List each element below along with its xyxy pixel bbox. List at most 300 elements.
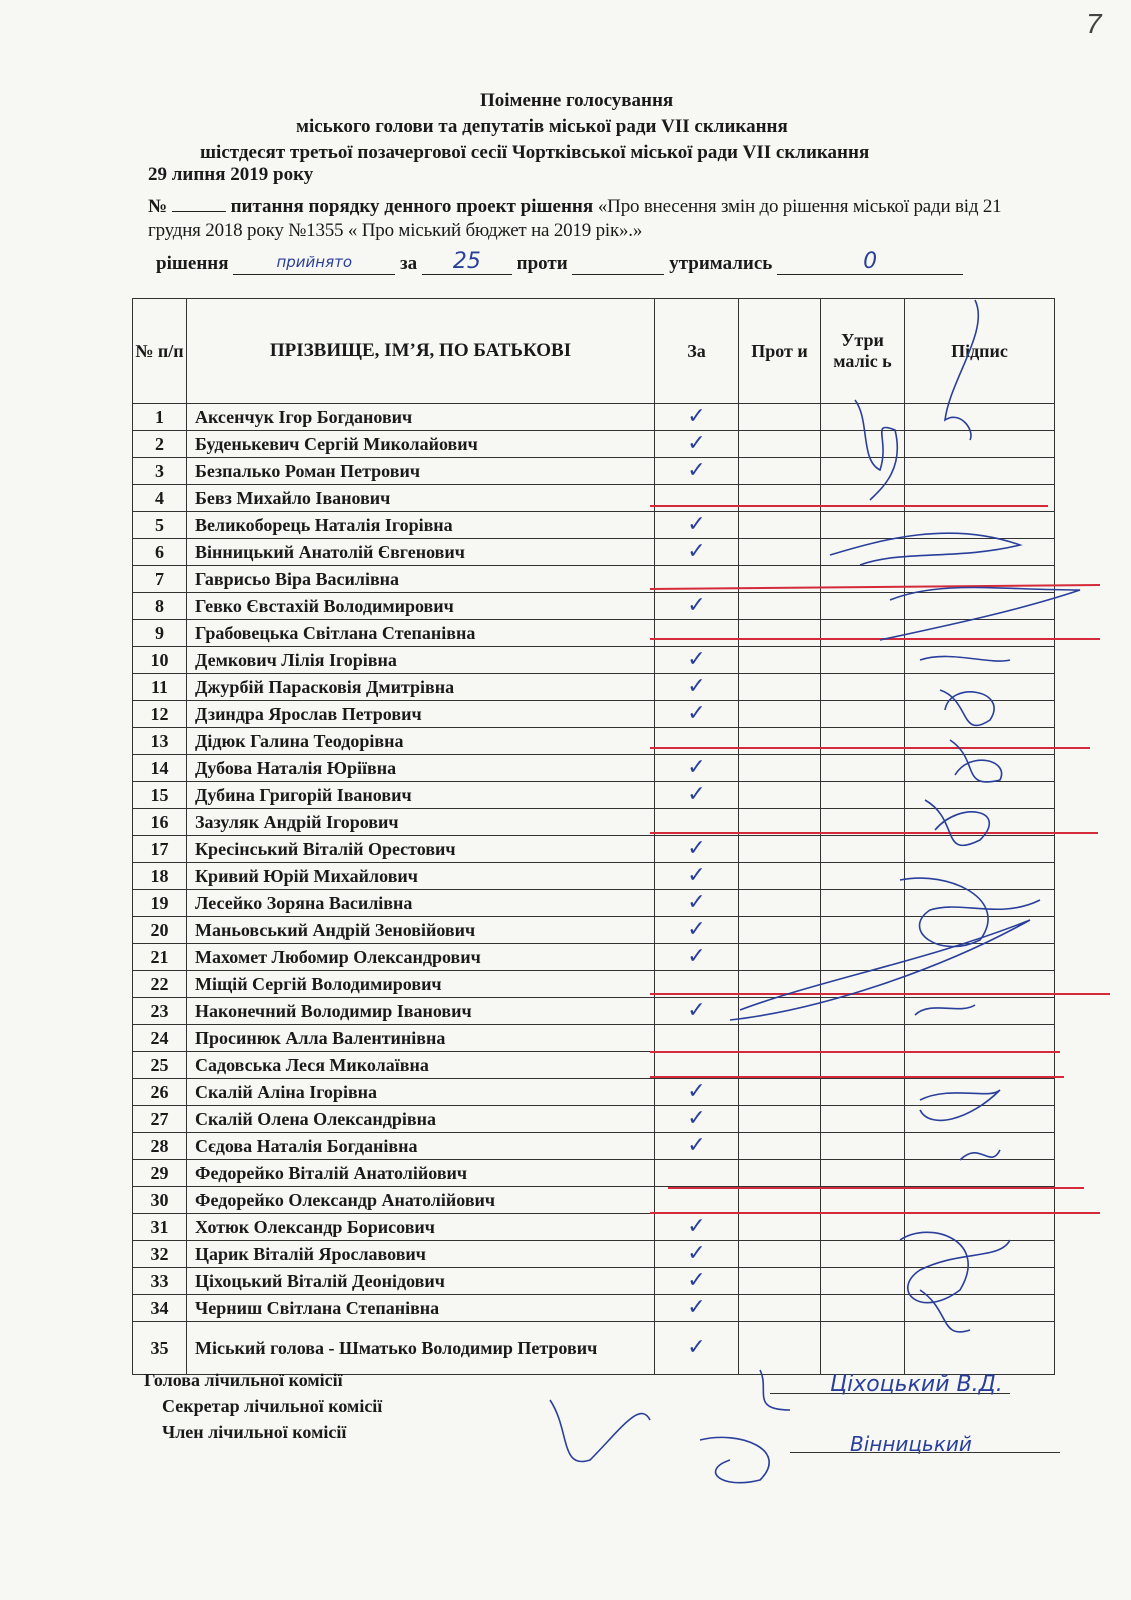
row-vote-abstain bbox=[821, 1106, 905, 1133]
table-row bbox=[133, 944, 1055, 971]
row-full-name: Просинюк Алла Валентинівна bbox=[187, 1025, 655, 1052]
row-full-name: Скалій Аліна Ігорівна bbox=[187, 1079, 655, 1106]
row-vote-for bbox=[655, 782, 739, 809]
row-signature bbox=[905, 674, 1055, 701]
row-vote-against bbox=[739, 512, 821, 539]
row-signature bbox=[905, 1214, 1055, 1241]
row-vote-abstain bbox=[821, 755, 905, 782]
row-number: 24 bbox=[133, 1025, 187, 1052]
row-full-name: Дубина Григорій Іванович bbox=[187, 782, 655, 809]
row-vote-against bbox=[739, 863, 821, 890]
row-vote-for bbox=[655, 863, 739, 890]
row-vote-for bbox=[655, 836, 739, 863]
row-vote-against bbox=[739, 944, 821, 971]
check-mark-icon: ✓ bbox=[687, 593, 706, 618]
signature-scribble bbox=[700, 1437, 769, 1482]
row-vote-abstain bbox=[821, 539, 905, 566]
vote-rows bbox=[133, 404, 1055, 1375]
row-vote-for bbox=[655, 539, 739, 566]
row-signature bbox=[905, 1106, 1055, 1133]
row-vote-for bbox=[655, 431, 739, 458]
row-vote-against bbox=[739, 782, 821, 809]
row-vote-for bbox=[655, 944, 739, 971]
abstain-label: утримались bbox=[669, 253, 773, 274]
row-full-name: Міщій Сергій Володимирович bbox=[187, 971, 655, 998]
row-vote-for bbox=[655, 1268, 739, 1295]
row-signature bbox=[905, 917, 1055, 944]
row-signature bbox=[905, 755, 1055, 782]
check-mark-icon: ✓ bbox=[687, 998, 706, 1023]
row-full-name: Черниш Світлана Степанівна bbox=[187, 1295, 655, 1322]
row-number: 33 bbox=[133, 1268, 187, 1295]
row-vote-for bbox=[655, 917, 739, 944]
for-count-handwritten: 25 bbox=[422, 252, 512, 275]
check-mark-icon: ✓ bbox=[687, 890, 706, 915]
row-vote-abstain bbox=[821, 566, 905, 593]
row-vote-for bbox=[655, 674, 739, 701]
row-vote-for bbox=[655, 458, 739, 485]
row-vote-abstain bbox=[821, 1160, 905, 1187]
row-vote-against bbox=[739, 566, 821, 593]
row-full-name: Садовська Леся Миколаївна bbox=[187, 1052, 655, 1079]
row-vote-abstain bbox=[821, 674, 905, 701]
row-number: 35 bbox=[133, 1322, 187, 1375]
row-full-name: Наконечний Володимир Іванович bbox=[187, 998, 655, 1025]
row-vote-abstain bbox=[821, 1025, 905, 1052]
row-vote-abstain bbox=[821, 1322, 905, 1375]
row-vote-for bbox=[655, 1106, 739, 1133]
row-signature bbox=[905, 566, 1055, 593]
row-signature bbox=[905, 512, 1055, 539]
row-vote-for bbox=[655, 1079, 739, 1106]
row-vote-against bbox=[739, 593, 821, 620]
check-mark-icon: ✓ bbox=[687, 404, 706, 429]
row-vote-for bbox=[655, 701, 739, 728]
row-signature bbox=[905, 809, 1055, 836]
row-number: 21 bbox=[133, 944, 187, 971]
row-number: 3 bbox=[133, 458, 187, 485]
table-row bbox=[133, 728, 1055, 755]
row-vote-against bbox=[739, 1133, 821, 1160]
row-vote-against bbox=[739, 998, 821, 1025]
check-mark-icon: ✓ bbox=[687, 1106, 706, 1131]
row-vote-for bbox=[655, 971, 739, 998]
table-row bbox=[133, 485, 1055, 512]
row-signature bbox=[905, 593, 1055, 620]
row-signature bbox=[905, 863, 1055, 890]
row-signature bbox=[905, 620, 1055, 647]
row-vote-abstain bbox=[821, 431, 905, 458]
row-full-name: Лесейко Зоряна Василівна bbox=[187, 890, 655, 917]
row-number: 6 bbox=[133, 539, 187, 566]
row-vote-abstain bbox=[821, 1241, 905, 1268]
table-row bbox=[133, 917, 1055, 944]
row-vote-against bbox=[739, 917, 821, 944]
table-row bbox=[133, 593, 1055, 620]
signature-scribble bbox=[760, 1370, 790, 1410]
row-vote-against bbox=[739, 1322, 821, 1375]
table-row bbox=[133, 701, 1055, 728]
against-label: проти bbox=[516, 253, 568, 274]
table-row bbox=[133, 1160, 1055, 1187]
row-signature bbox=[905, 1187, 1055, 1214]
row-vote-for bbox=[655, 1241, 739, 1268]
row-vote-against bbox=[739, 485, 821, 512]
table-row bbox=[133, 566, 1055, 593]
row-vote-against bbox=[739, 1079, 821, 1106]
row-vote-abstain bbox=[821, 944, 905, 971]
row-number: 32 bbox=[133, 1241, 187, 1268]
row-vote-against bbox=[739, 1268, 821, 1295]
table-row bbox=[133, 782, 1055, 809]
check-mark-icon: ✓ bbox=[687, 431, 706, 456]
table-row bbox=[133, 647, 1055, 674]
row-vote-abstain bbox=[821, 782, 905, 809]
row-vote-for bbox=[655, 1025, 739, 1052]
table-row bbox=[133, 1241, 1055, 1268]
row-vote-abstain bbox=[821, 1268, 905, 1295]
row-full-name: Дубова Наталія Юріївна bbox=[187, 755, 655, 782]
row-full-name: Бевз Михайло Іванович bbox=[187, 485, 655, 512]
row-vote-abstain bbox=[821, 593, 905, 620]
row-number: 17 bbox=[133, 836, 187, 863]
row-vote-against bbox=[739, 539, 821, 566]
row-vote-for bbox=[655, 998, 739, 1025]
row-signature bbox=[905, 647, 1055, 674]
check-mark-icon: ✓ bbox=[687, 782, 706, 807]
check-mark-icon: ✓ bbox=[687, 1295, 706, 1320]
row-signature bbox=[905, 431, 1055, 458]
row-vote-against bbox=[739, 1025, 821, 1052]
row-signature bbox=[905, 728, 1055, 755]
row-vote-for bbox=[655, 593, 739, 620]
row-signature bbox=[905, 458, 1055, 485]
row-full-name: Федорейко Олександр Анатолійович bbox=[187, 1187, 655, 1214]
table-row bbox=[133, 1268, 1055, 1295]
row-number: 4 bbox=[133, 485, 187, 512]
check-mark-icon: ✓ bbox=[687, 647, 706, 672]
table-row bbox=[133, 1133, 1055, 1160]
decision-result-handwritten: прийнято bbox=[233, 252, 395, 275]
table-row bbox=[133, 1214, 1055, 1241]
table-row bbox=[133, 458, 1055, 485]
row-vote-against bbox=[739, 1241, 821, 1268]
row-full-name: Кресінський Віталій Орестович bbox=[187, 836, 655, 863]
check-mark-icon: ✓ bbox=[687, 1214, 706, 1239]
row-number: 2 bbox=[133, 431, 187, 458]
row-number: 5 bbox=[133, 512, 187, 539]
row-vote-against bbox=[739, 404, 821, 431]
table-row bbox=[133, 404, 1055, 431]
row-vote-abstain bbox=[821, 1133, 905, 1160]
row-number: 12 bbox=[133, 701, 187, 728]
row-signature bbox=[905, 1268, 1055, 1295]
abstain-count-handwritten: 0 bbox=[777, 252, 963, 275]
table-row bbox=[133, 539, 1055, 566]
issue-label: питання порядку денного проект рішення bbox=[230, 196, 594, 217]
row-full-name: Демкович Лілія Ігорівна bbox=[187, 647, 655, 674]
issue-number-blank bbox=[172, 211, 226, 212]
table-row bbox=[133, 890, 1055, 917]
row-number: 31 bbox=[133, 1214, 187, 1241]
table-row bbox=[133, 1079, 1055, 1106]
row-vote-against bbox=[739, 890, 821, 917]
row-full-name: Сєдова Наталія Богданівна bbox=[187, 1133, 655, 1160]
commission-member-label: Член лічильної комісії bbox=[162, 1422, 347, 1442]
row-number: 1 bbox=[133, 404, 187, 431]
row-full-name: Гевко Євстахій Володимирович bbox=[187, 593, 655, 620]
row-vote-for bbox=[655, 809, 739, 836]
table-row bbox=[133, 1025, 1055, 1052]
table-row bbox=[133, 998, 1055, 1025]
row-signature bbox=[905, 1133, 1055, 1160]
row-vote-abstain bbox=[821, 1079, 905, 1106]
row-vote-abstain bbox=[821, 458, 905, 485]
agenda-issue bbox=[148, 195, 1048, 243]
header-for: За bbox=[655, 299, 739, 404]
table-row bbox=[133, 1295, 1055, 1322]
roll-call-table bbox=[132, 298, 1055, 1375]
row-vote-abstain bbox=[821, 1214, 905, 1241]
row-signature bbox=[905, 701, 1055, 728]
check-mark-icon: ✓ bbox=[687, 863, 706, 888]
row-vote-abstain bbox=[821, 647, 905, 674]
row-vote-for bbox=[655, 728, 739, 755]
row-number: 13 bbox=[133, 728, 187, 755]
decision-summary bbox=[156, 249, 963, 275]
check-mark-icon: ✓ bbox=[687, 674, 706, 699]
row-vote-for bbox=[655, 404, 739, 431]
row-signature bbox=[905, 1322, 1055, 1375]
row-vote-abstain bbox=[821, 1187, 905, 1214]
row-vote-abstain bbox=[821, 971, 905, 998]
check-mark-icon: ✓ bbox=[687, 1133, 706, 1158]
row-vote-abstain bbox=[821, 728, 905, 755]
signature-scribble bbox=[550, 1400, 650, 1462]
row-vote-against bbox=[739, 458, 821, 485]
row-vote-for bbox=[655, 1322, 739, 1375]
row-vote-for bbox=[655, 890, 739, 917]
row-vote-abstain bbox=[821, 998, 905, 1025]
table-row bbox=[133, 971, 1055, 998]
row-full-name: Безпалько Роман Петрович bbox=[187, 458, 655, 485]
row-vote-for bbox=[655, 620, 739, 647]
row-number: 15 bbox=[133, 782, 187, 809]
row-number: 7 bbox=[133, 566, 187, 593]
row-number: 20 bbox=[133, 917, 187, 944]
page-number: 7 bbox=[1086, 8, 1102, 39]
row-vote-against bbox=[739, 701, 821, 728]
row-vote-abstain bbox=[821, 485, 905, 512]
table-row bbox=[133, 1052, 1055, 1079]
table-row bbox=[133, 674, 1055, 701]
row-vote-for bbox=[655, 485, 739, 512]
row-number: 8 bbox=[133, 593, 187, 620]
title-line-2: міського голови та депутатів міської ради VII скликання bbox=[296, 116, 788, 137]
title-line-3: шістдесят третьої позачергової сесії Чортківської міської ради VII скликання bbox=[200, 142, 870, 163]
row-full-name: Дзиндра Ярослав Петрович bbox=[187, 701, 655, 728]
issue-project-title: «Про внесення змін до рішення міської ради від 21 грудня 2018 року №1355 « Про міський бюджет на 2019 рік».» bbox=[148, 196, 1002, 241]
row-vote-against bbox=[739, 647, 821, 674]
header-abstain: Утри маліс ь bbox=[821, 299, 905, 404]
row-vote-abstain bbox=[821, 917, 905, 944]
row-vote-against bbox=[739, 809, 821, 836]
row-full-name: Великоборець Наталія Ігорівна bbox=[187, 512, 655, 539]
header-signature: Підпис bbox=[905, 299, 1055, 404]
table-row bbox=[133, 512, 1055, 539]
row-vote-abstain bbox=[821, 1052, 905, 1079]
check-mark-icon: ✓ bbox=[687, 1335, 706, 1360]
check-mark-icon: ✓ bbox=[687, 1079, 706, 1104]
row-vote-for bbox=[655, 1160, 739, 1187]
row-number: 18 bbox=[133, 863, 187, 890]
row-signature bbox=[905, 836, 1055, 863]
table-row bbox=[133, 1106, 1055, 1133]
check-mark-icon: ✓ bbox=[687, 917, 706, 942]
row-full-name: Вінницький Анатолій Євгенович bbox=[187, 539, 655, 566]
commission-chair-label: Голова лічильної комісії bbox=[144, 1370, 343, 1390]
table-row bbox=[133, 431, 1055, 458]
row-vote-abstain bbox=[821, 620, 905, 647]
row-number: 28 bbox=[133, 1133, 187, 1160]
row-number: 27 bbox=[133, 1106, 187, 1133]
row-full-name: Грабовецька Світлана Степанівна bbox=[187, 620, 655, 647]
row-number: 30 bbox=[133, 1187, 187, 1214]
row-vote-abstain bbox=[821, 512, 905, 539]
row-signature bbox=[905, 1160, 1055, 1187]
table-row bbox=[133, 755, 1055, 782]
row-vote-for bbox=[655, 1052, 739, 1079]
check-mark-icon: ✓ bbox=[687, 755, 706, 780]
row-signature bbox=[905, 1241, 1055, 1268]
row-vote-against bbox=[739, 1052, 821, 1079]
against-count-handwritten bbox=[572, 252, 664, 275]
row-vote-for bbox=[655, 566, 739, 593]
check-mark-icon: ✓ bbox=[687, 701, 706, 726]
row-vote-abstain bbox=[821, 809, 905, 836]
table-row bbox=[133, 809, 1055, 836]
check-mark-icon: ✓ bbox=[687, 1268, 706, 1293]
row-full-name: Кривий Юрій Михайлович bbox=[187, 863, 655, 890]
row-vote-for bbox=[655, 647, 739, 674]
row-number: 26 bbox=[133, 1079, 187, 1106]
row-full-name: Царик Віталій Ярославович bbox=[187, 1241, 655, 1268]
row-vote-abstain bbox=[821, 836, 905, 863]
row-full-name: Гаврисьо Віра Василівна bbox=[187, 566, 655, 593]
check-mark-icon: ✓ bbox=[687, 944, 706, 969]
row-number: 34 bbox=[133, 1295, 187, 1322]
check-mark-icon: ✓ bbox=[687, 836, 706, 861]
row-vote-for bbox=[655, 1214, 739, 1241]
row-vote-abstain bbox=[821, 890, 905, 917]
row-full-name: Махомет Любомир Олександрович bbox=[187, 944, 655, 971]
check-mark-icon: ✓ bbox=[687, 1241, 706, 1266]
row-vote-for bbox=[655, 1187, 739, 1214]
row-signature bbox=[905, 782, 1055, 809]
row-signature bbox=[905, 1025, 1055, 1052]
row-vote-for bbox=[655, 1133, 739, 1160]
row-vote-against bbox=[739, 1187, 821, 1214]
row-vote-against bbox=[739, 971, 821, 998]
chair-name-handwritten: Ціхоцький В.Д. bbox=[830, 1372, 1003, 1397]
row-full-name: Хотюк Олександр Борисович bbox=[187, 1214, 655, 1241]
row-full-name: Зазуляк Андрій Ігорович bbox=[187, 809, 655, 836]
row-vote-against bbox=[739, 836, 821, 863]
table-row bbox=[133, 863, 1055, 890]
header-against: Прот и bbox=[739, 299, 821, 404]
row-vote-abstain bbox=[821, 404, 905, 431]
commission-secretary-label: Секретар лічильної комісії bbox=[162, 1396, 383, 1416]
row-number: 29 bbox=[133, 1160, 187, 1187]
table-row bbox=[133, 836, 1055, 863]
row-vote-for bbox=[655, 1295, 739, 1322]
row-signature bbox=[905, 1052, 1055, 1079]
row-vote-against bbox=[739, 1295, 821, 1322]
row-signature bbox=[905, 485, 1055, 512]
for-label: за bbox=[400, 253, 418, 274]
row-vote-against bbox=[739, 755, 821, 782]
row-number: 11 bbox=[133, 674, 187, 701]
row-full-name: Міський голова - Шматько Володимир Петрович bbox=[187, 1322, 655, 1375]
row-full-name: Буденькевич Сергій Миколайович bbox=[187, 431, 655, 458]
row-signature bbox=[905, 944, 1055, 971]
row-full-name: Скалій Олена Олександрівна bbox=[187, 1106, 655, 1133]
row-signature bbox=[905, 404, 1055, 431]
header-full-name: ПРІЗВИЩЕ, ІМ’Я, ПО БАТЬКОВІ bbox=[187, 299, 655, 404]
row-full-name: Джурбій Парасковія Дмитрівна bbox=[187, 674, 655, 701]
row-vote-against bbox=[739, 1106, 821, 1133]
row-number: 10 bbox=[133, 647, 187, 674]
row-number: 16 bbox=[133, 809, 187, 836]
row-number: 9 bbox=[133, 620, 187, 647]
row-full-name: Ціхоцький Віталій Деонідович bbox=[187, 1268, 655, 1295]
row-full-name: Аксенчук Ігор Богданович bbox=[187, 404, 655, 431]
row-vote-against bbox=[739, 620, 821, 647]
header-number: № п/п bbox=[133, 299, 187, 404]
row-signature bbox=[905, 998, 1055, 1025]
row-vote-abstain bbox=[821, 863, 905, 890]
row-signature bbox=[905, 539, 1055, 566]
row-signature bbox=[905, 1295, 1055, 1322]
row-number: 23 bbox=[133, 998, 187, 1025]
row-full-name: Дідюк Галина Теодорівна bbox=[187, 728, 655, 755]
issue-number-sign: № bbox=[148, 196, 168, 217]
row-vote-for bbox=[655, 512, 739, 539]
row-vote-against bbox=[739, 1214, 821, 1241]
row-full-name: Маньовський Андрій Зеновійович bbox=[187, 917, 655, 944]
row-vote-for bbox=[655, 755, 739, 782]
table-row bbox=[133, 620, 1055, 647]
row-vote-abstain bbox=[821, 701, 905, 728]
member-name-handwritten: Вінницький bbox=[850, 1432, 972, 1456]
decision-label: рішення bbox=[156, 253, 229, 274]
row-vote-against bbox=[739, 728, 821, 755]
check-mark-icon: ✓ bbox=[687, 512, 706, 537]
row-vote-abstain bbox=[821, 1295, 905, 1322]
table-row bbox=[133, 1322, 1055, 1375]
title-line-1: Поіменне голосування bbox=[480, 90, 674, 111]
session-date: 29 липня 2019 року bbox=[148, 164, 314, 185]
row-vote-against bbox=[739, 1160, 821, 1187]
row-number: 19 bbox=[133, 890, 187, 917]
row-number: 25 bbox=[133, 1052, 187, 1079]
row-vote-against bbox=[739, 674, 821, 701]
row-vote-against bbox=[739, 431, 821, 458]
row-number: 22 bbox=[133, 971, 187, 998]
check-mark-icon: ✓ bbox=[687, 458, 706, 483]
check-mark-icon: ✓ bbox=[687, 539, 706, 564]
row-full-name: Федорейко Віталій Анатолійович bbox=[187, 1160, 655, 1187]
